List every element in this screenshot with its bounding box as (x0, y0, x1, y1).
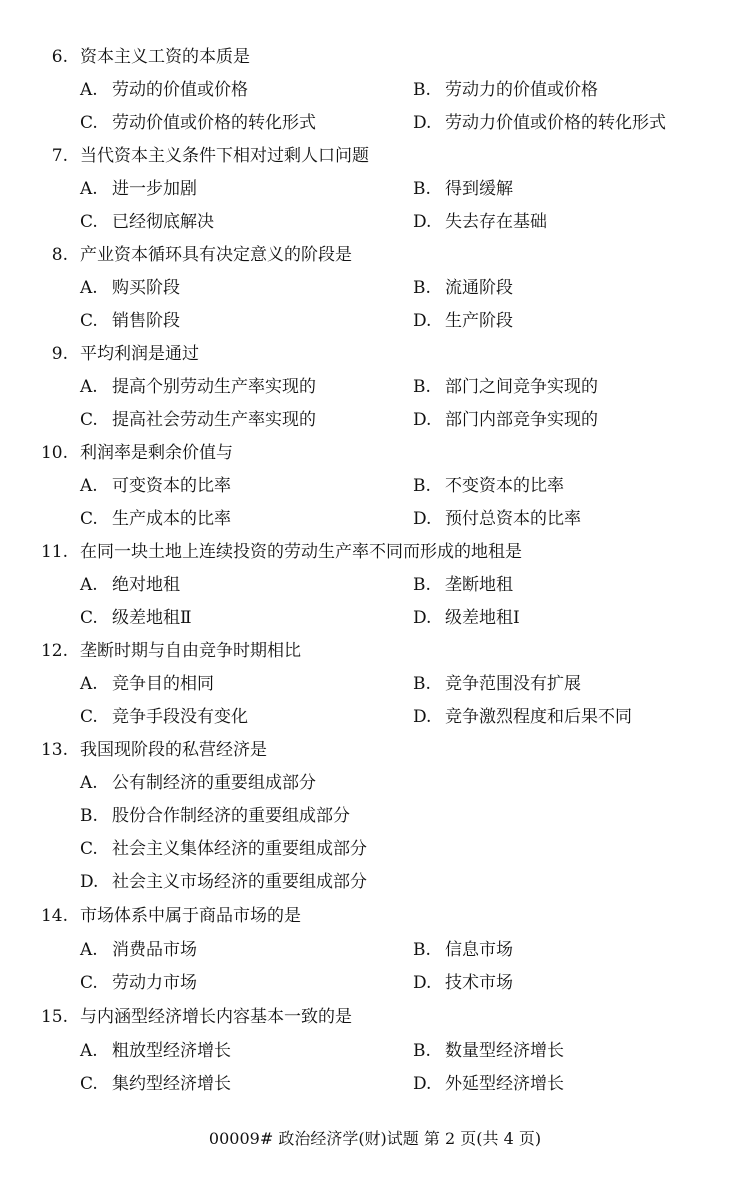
option-d: D. 劳动力价值或价格的转化形式 (413, 113, 666, 133)
question-text: 平均利润是通过 (80, 344, 199, 364)
option-b: B. 信息市场 (413, 940, 513, 960)
question-text: 资本主义工资的本质是 (80, 47, 250, 67)
option-a: A. 消费品市场 (80, 940, 197, 960)
option-c: C. 提高社会劳动生产率实现的 (80, 410, 316, 430)
option-c: C. 劳动价值或价格的转化形式 (80, 113, 316, 133)
question-text: 当代资本主义条件下相对过剩人口问题 (80, 146, 369, 166)
option-a: A. 公有制经济的重要组成部分 (80, 773, 316, 793)
option-b: B. 得到缓解 (413, 179, 513, 199)
question-text: 我国现阶段的私营经济是 (80, 740, 267, 760)
option-d: D. 预付总资本的比率 (413, 509, 581, 529)
option-d: D. 部门内部竞争实现的 (413, 410, 598, 430)
option-c: C. 级差地租Ⅱ (80, 608, 192, 628)
option-c: C. 集约型经济增长 (80, 1074, 231, 1094)
question-number: 12. (40, 641, 68, 661)
question-text: 与内涵型经济增长内容基本一致的是 (80, 1007, 352, 1027)
page-footer: 00009# 政治经济学(财)试题 第 2 页(共 4 页) (208, 1129, 542, 1148)
option-b: B. 劳动力的价值或价格 (413, 80, 598, 100)
question-text: 垄断时期与自由竞争时期相比 (80, 641, 301, 661)
option-a: A. 可变资本的比率 (80, 476, 231, 496)
option-c: C. 社会主义集体经济的重要组成部分 (80, 839, 367, 859)
option-c: C. 劳动力市场 (80, 973, 197, 993)
option-a: A. 劳动的价值或价格 (80, 80, 248, 100)
option-c: C. 生产成本的比率 (80, 509, 231, 529)
option-a: A. 提高个别劳动生产率实现的 (80, 377, 316, 397)
question-text: 市场体系中属于商品市场的是 (80, 906, 301, 926)
option-b: B. 股份合作制经济的重要组成部分 (80, 806, 350, 826)
option-b: B. 垄断地租 (413, 575, 513, 595)
option-b: B. 竞争范围没有扩展 (413, 674, 581, 694)
question-text: 在同一块土地上连续投资的劳动生产率不同而形成的地租是 (80, 542, 522, 562)
option-c: C. 已经彻底解决 (80, 212, 214, 232)
option-b: B. 不变资本的比率 (413, 476, 564, 496)
question-number: 6. (51, 47, 68, 67)
question-number: 9. (51, 344, 68, 364)
question-number: 14. (40, 906, 68, 926)
option-a: A. 购买阶段 (80, 278, 180, 298)
question-number: 11. (40, 542, 68, 562)
option-c: C. 销售阶段 (80, 311, 180, 331)
option-d: D. 生产阶段 (413, 311, 513, 331)
question-text: 产业资本循环具有决定意义的阶段是 (80, 245, 352, 265)
option-d: D. 级差地租Ⅰ (413, 608, 520, 628)
option-a: A. 进一步加剧 (80, 179, 197, 199)
option-b: B. 数量型经济增长 (413, 1041, 564, 1061)
question-number: 10. (40, 443, 68, 463)
option-d: D. 社会主义市场经济的重要组成部分 (80, 872, 367, 892)
question-number: 7. (51, 146, 68, 166)
option-d: D. 失去存在基础 (413, 212, 547, 232)
option-c: C. 竞争手段没有变化 (80, 707, 248, 727)
option-b: B. 部门之间竞争实现的 (413, 377, 598, 397)
option-a: A. 粗放型经济增长 (80, 1041, 231, 1061)
option-a: A. 竞争目的相同 (80, 674, 214, 694)
question-number: 8. (51, 245, 68, 265)
question-number: 15. (40, 1007, 68, 1027)
option-d: D. 外延型经济增长 (413, 1074, 564, 1094)
question-number: 13. (40, 740, 68, 760)
question-text: 利润率是剩余价值与 (80, 443, 233, 463)
option-b: B. 流通阶段 (413, 278, 513, 298)
option-d: D. 技术市场 (413, 973, 513, 993)
option-a: A. 绝对地租 (80, 575, 180, 595)
option-d: D. 竞争激烈程度和后果不同 (413, 707, 632, 727)
